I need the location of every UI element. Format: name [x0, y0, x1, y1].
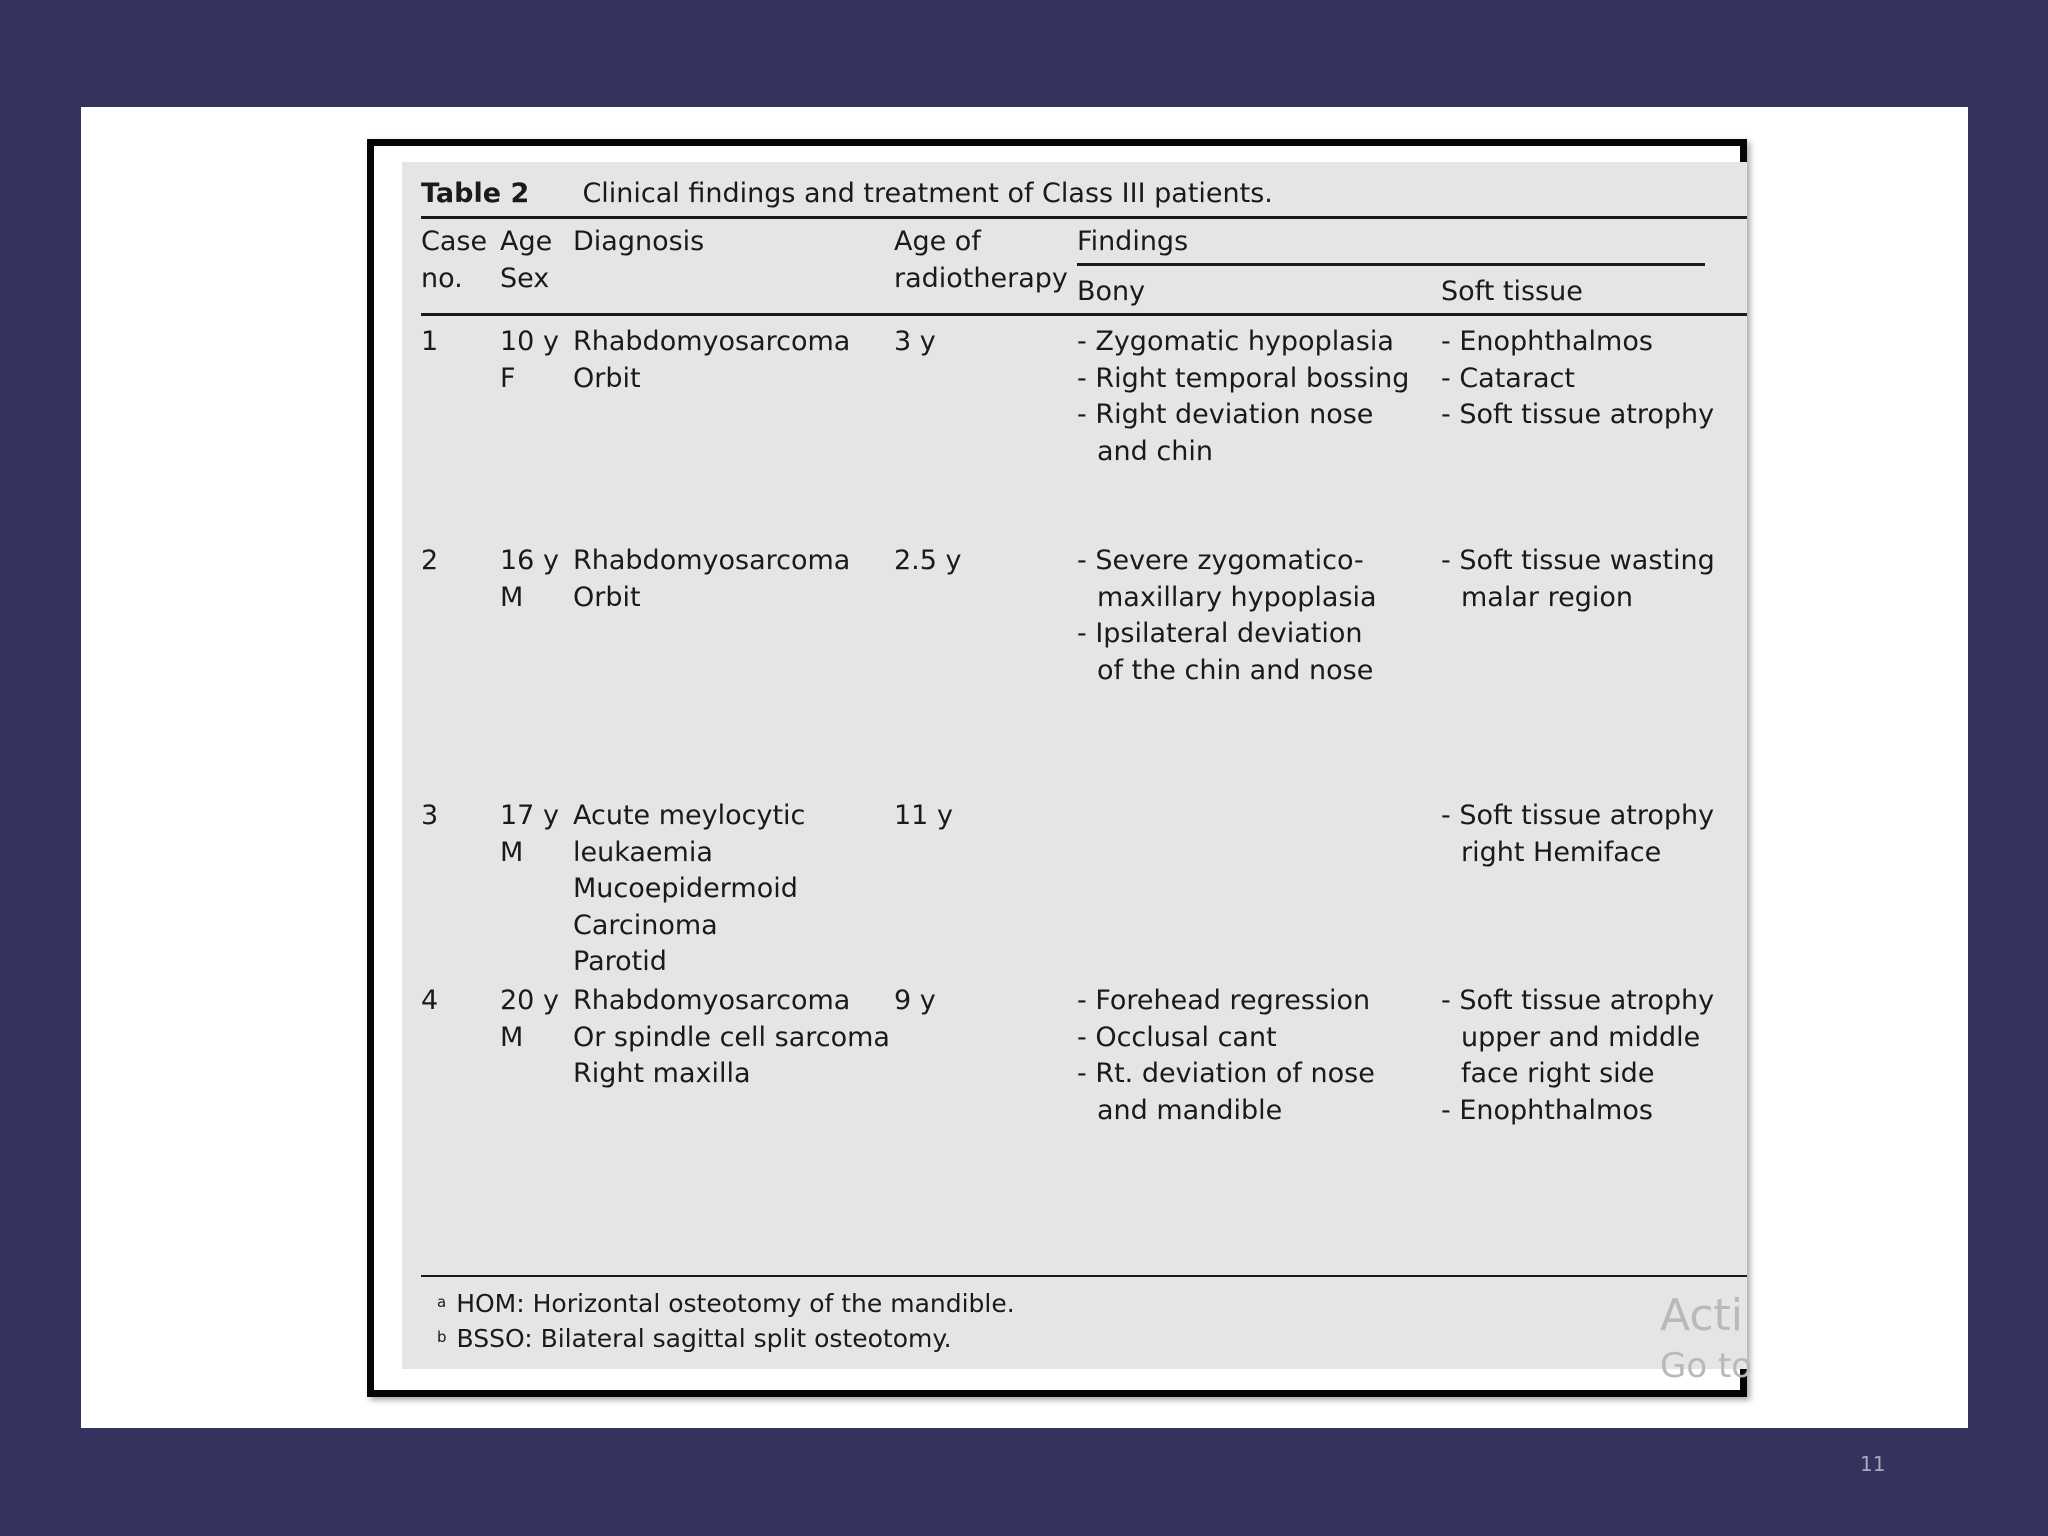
- cell-radiotherapy: 2.5 y: [894, 545, 962, 576]
- cell-radiotherapy: 3 y: [894, 326, 936, 357]
- cell-bony: - Severe zygomatico- maxillary hypoplasia - Ipsilateral deviation of the chin and nose: [1077, 545, 1377, 686]
- header-age-sex: Age Sex: [500, 226, 553, 294]
- header-rule: [421, 313, 1747, 316]
- cell-bony: - Zygomatic hypoplasia - Right temporal bossing - Right deviation nose and chin: [1077, 326, 1410, 467]
- cell-age-sex: 20 y M: [500, 985, 559, 1053]
- table-caption: [421, 176, 1273, 213]
- activation-watermark: Acti: [1660, 1290, 1743, 1341]
- cell-bony: - Forehead regression - Occlusal cant - Rt. deviation of nose and mandible: [1077, 985, 1375, 1126]
- footnote-text: HOM: Horizontal osteotomy of the mandible.: [456, 1289, 1015, 1318]
- cell-radiotherapy: 11 y: [894, 800, 953, 831]
- header-radiotherapy: Age of radiotherapy: [894, 226, 1068, 294]
- slide-page-number: 11: [1860, 1452, 1886, 1476]
- footnote-mark: b: [437, 1328, 447, 1346]
- cell-soft-tissue: - Soft tissue wasting malar region: [1441, 545, 1715, 613]
- header-bony: Bony: [1077, 276, 1146, 307]
- footer-rule: [421, 1275, 1747, 1277]
- footnote-text: BSSO: Bilateral sagittal split osteotomy.: [456, 1324, 952, 1353]
- cell-diagnosis: Rhabdomyosarcoma Or spindle cell sarcoma Right maxilla: [573, 985, 890, 1089]
- header-soft-tissue: Soft tissue: [1441, 276, 1583, 307]
- cell-soft-tissue: - Soft tissue atrophy upper and middle face right side - Enophthalmos: [1441, 985, 1715, 1126]
- cell-age-sex: 17 y M: [500, 800, 559, 868]
- cell-case: 4: [421, 985, 439, 1016]
- cell-case: 3: [421, 800, 439, 831]
- cell-diagnosis: Acute meylocytic leukaemia Mucoepidermoid Carcinoma Parotid: [573, 800, 806, 977]
- findings-rule: [1077, 263, 1705, 266]
- cell-soft-tissue: - Enophthalmos - Cataract - Soft tissue atrophy: [1441, 326, 1715, 430]
- cell-age-sex: 16 y M: [500, 545, 559, 613]
- table-label: Table 2: [421, 178, 530, 209]
- activation-watermark-sub: Go to: [1660, 1346, 1753, 1386]
- cell-case: 1: [421, 326, 439, 357]
- table-title: Clinical findings and treatment of Class III patients.: [582, 178, 1273, 209]
- cell-diagnosis: Rhabdomyosarcoma Orbit: [573, 326, 851, 394]
- header-case: Case no.: [421, 226, 488, 294]
- footnote-b: [437, 1322, 952, 1356]
- cell-age-sex: 10 y F: [500, 326, 559, 394]
- header-diagnosis: Diagnosis: [573, 226, 705, 257]
- header-findings: Findings: [1077, 226, 1189, 257]
- footnote-a: [437, 1287, 1015, 1321]
- cell-radiotherapy: 9 y: [894, 985, 936, 1016]
- cell-case: 2: [421, 545, 439, 576]
- cell-soft-tissue: - Soft tissue atrophy right Hemiface: [1441, 800, 1715, 868]
- cell-diagnosis: Rhabdomyosarcoma Orbit: [573, 545, 851, 613]
- footnote-mark: a: [437, 1293, 447, 1311]
- caption-rule: [421, 216, 1747, 219]
